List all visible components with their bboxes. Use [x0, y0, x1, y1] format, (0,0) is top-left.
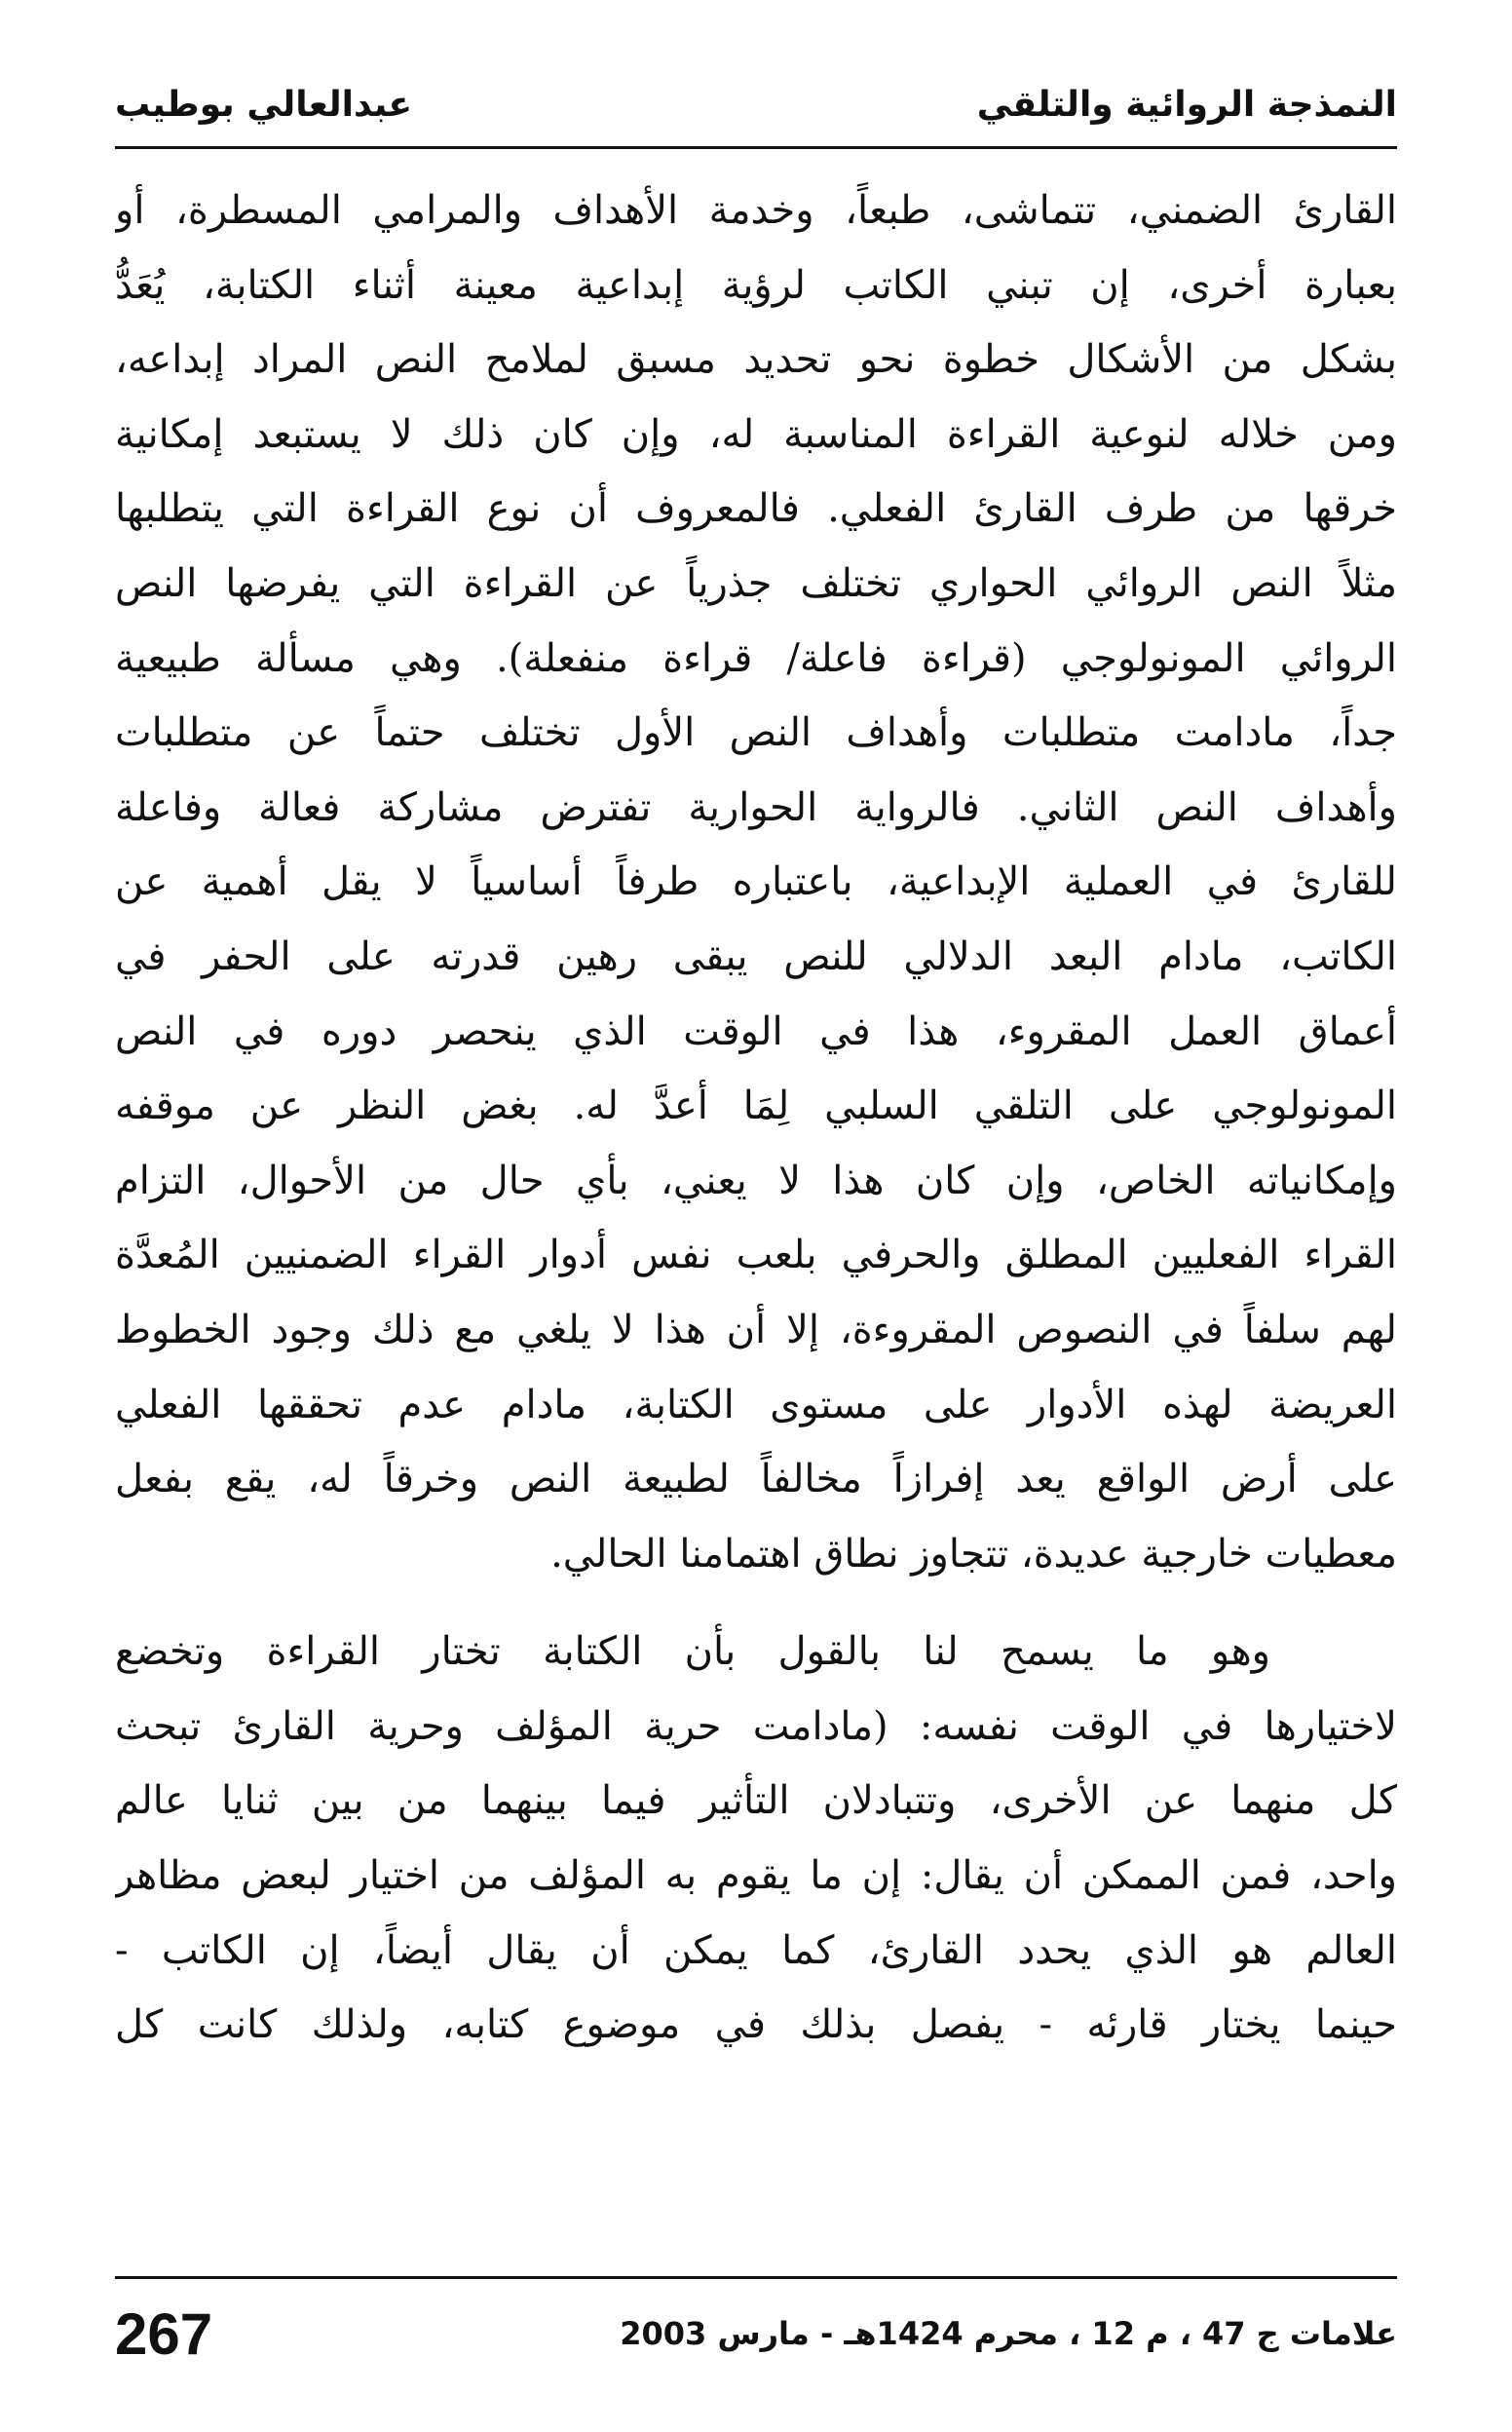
text-line: بشكل من الأشكال خطوة نحو تحديد مسبق لملامح النص المراد إبداعه، [115, 337, 1397, 383]
journal-info: علامات ج 47 ، م 12 ، محرم 1424هـ - مارس 2003 [620, 2315, 1397, 2352]
text-line: القارئ الضمني، تتماشى، طبعاً، وخدمة الأهداف والمرامي المسطرة، أو [115, 188, 1397, 233]
text-line: الكاتب، مادام البعد الدلالي للنص يبقى رهين قدرته على الحفر في [115, 933, 1397, 979]
text-line: المونولوجي على التلقي السلبي لِمَا أعدَّ له. بغض النظر عن موقفه [115, 1083, 1397, 1129]
text-line: على أرض الواقع يعد إفرازاً مخالفاً لطبيعة النص وخرقاً له، يقع بفعل [115, 1457, 1397, 1502]
text-line: خرقها من طرف القارئ الفعلي. فالمعروف أن نوع القراءة التي يتطلبها [115, 486, 1397, 532]
text-line: لهم سلفاً في النصوص المقروءة، إلا أن هذا لا يلغي مع ذلك وجود الخطوط [115, 1307, 1397, 1352]
text-line: بعبارة أخرى، إن تبني الكاتب لرؤية إبداعية معينة أثناء الكتابة، يُعَدُّ [115, 262, 1397, 308]
text-line: وإمكانياته الخاص، وإن كان هذا لا يعني، بأي حال من الأحوال، التزام [115, 1158, 1397, 1203]
author-name: عبدالعالي بوطيب [115, 84, 413, 125]
text-line: وأهداف النص الثاني. فالرواية الحوارية تفترض مشاركة فعالة وفاعلة [115, 784, 1397, 830]
paragraph [115, 173, 1397, 1591]
text-line: العريضة لهذه الأدوار على مستوى الكتابة، مادام عدم تحققها الفعلي [115, 1382, 1397, 1427]
text-line: كل منهما عن الأخرى، وتتبادلان التأثير فيما بينهما من بين ثنايا عالم [115, 1778, 1397, 1824]
running-header [115, 60, 1397, 148]
text-line: مثلاً النص الروائي الحواري تختلف جذرياً عن القراءة التي يفرضها النص [115, 560, 1397, 606]
book-title: النمذجة الروائية والتلقي [976, 84, 1397, 125]
text-line: جداً، مادامت متطلبات وأهداف النص الأول تختلف حتماً عن متطلبات [115, 710, 1397, 756]
text-line: ومن خلاله لنوعية القراءة المناسبة له، وإن كان ذلك لا يستبعد إمكانية [115, 411, 1397, 457]
text-line: الروائي المونولوجي (قراءة فاعلة/ قراءة منفعلة). وهي مسألة طبيعية [115, 635, 1397, 681]
text-line: معطيات خارجية عديدة، تتجاوز نطاق اهتمامنا الحالي. [550, 1531, 1397, 1577]
footer-divider [115, 2276, 1397, 2279]
running-footer [115, 2290, 1397, 2377]
paragraph [115, 1615, 1397, 2063]
text-line: أعماق العمل المقروء، هذا في الوقت الذي ينحصر دوره في النص [115, 1008, 1397, 1054]
text-line: لاختيارها في الوقت نفسه: (مادامت حرية المؤلف وحرية القارئ تبحث [115, 1703, 1397, 1749]
body-text [115, 173, 1397, 2063]
text-line: للقارئ في العملية الإبداعية، باعتباره طرفاً أساسياً لا يقل أهمية عن [115, 859, 1397, 905]
text-line: حينما يختار قارئه - يفصل بذلك في موضوع كتابه، ولذلك كانت كل [115, 2002, 1397, 2048]
header-divider [115, 146, 1397, 149]
text-line: القراء الفعليين المطلق والحرفي بلعب نفس أدوار القراء الضمنيين المُعدَّة [115, 1233, 1397, 1278]
text-line: وهو ما يسمح لنا بالقول بأن الكتابة تختار القراءة وتخضع [115, 1629, 1270, 1675]
page-number: 267 [115, 2300, 213, 2367]
text-line: العالم هو الذي يحدد القارئ، كما يمكن أن يقال أيضاً، إن الكاتب - [115, 1927, 1397, 1973]
text-line: واحد، فمن الممكن أن يقال: إن ما يقوم به المؤلف من اختيار لبعض مظاهر [115, 1853, 1397, 1899]
paragraph-gap [115, 1591, 1397, 1615]
